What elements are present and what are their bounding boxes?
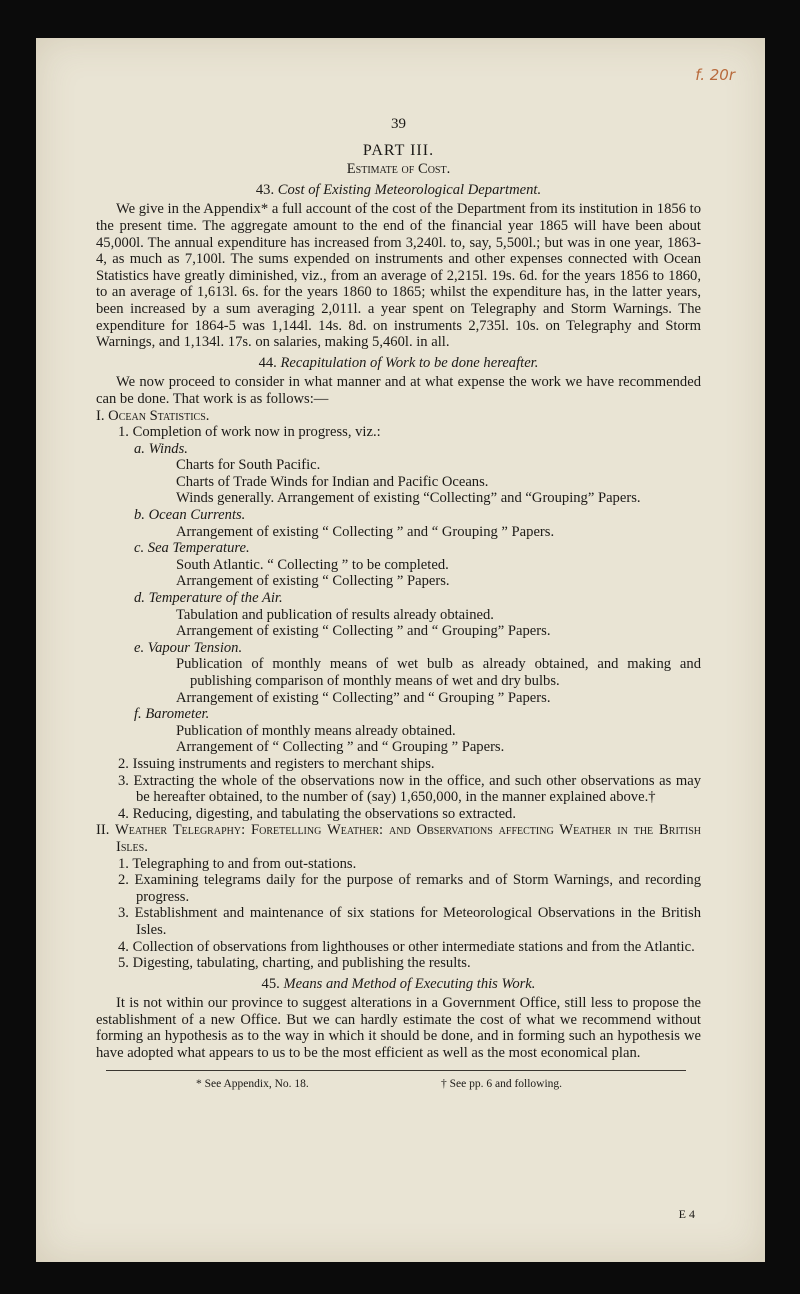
footnote-appendix: * See Appendix, No. 18. [196,1077,309,1090]
section-45-title: Means and Method of Executing this Work. [283,975,536,992]
weather-item-1: 1. Telegraphing to and from out-stations. [118,855,357,872]
weather-item-2: 2. Examining telegrams daily for the purpose of remarks and of Storm Warnings, and recording progress. [118,872,701,905]
section-43-heading [96,182,701,199]
subhead-barometer: f. Barometer. [134,706,210,723]
document-page [36,38,765,1262]
page-number: 39 [391,116,406,132]
winds-item-2: Charts of Trade Winds for Indian and Pacific Oceans. [176,473,489,490]
section-44-heading [96,355,701,372]
section-45-heading [96,976,701,993]
winds-item-1: Charts for South Pacific. [176,457,321,474]
list-item-1: 1. Completion of work now in progress, viz.: [118,424,381,441]
subhead-air-temperature: d. Temperature of the Air. [134,590,283,607]
air-temp-item-2: Arrangement of existing “ Collecting ” and “ Grouping” Papers. [176,623,551,640]
winds-item-3: Winds generally. Arrangement of existing “Collecting” and “Grouping” Papers. [176,490,641,507]
vapour-item-1: Publication of monthly means of wet bulb as already obtained, and making and publishing comparison of monthly means of wet and dry bulbs. [176,656,701,689]
currents-item-1: Arrangement of existing “ Collecting ” and “ Grouping ” Papers. [176,523,555,540]
weather-item-5: 5. Digesting, tabulating, charting, and publishing the results. [118,955,471,972]
list-item-2: 2. Issuing instruments and registers to merchant ships. [118,755,435,772]
margin-annotation: f. 20r [695,66,735,84]
weather-item-4: 4. Collection of observations from lighthouses or other intermediate stations and from the Atlantic. [118,938,695,955]
heading-weather-telegraphy: II. Weather Telegraphy: Foretelling Weather: and Observations affecting Weather in the British Isles. [96,822,701,855]
subhead-ocean-currents: b. Ocean Currents. [134,507,246,524]
section-44-title: Recapitulation of Work to be done hereafter. [280,354,539,371]
part-subtitle: Estimate of Cost. [346,161,451,178]
subhead-winds: a. Winds. [134,440,188,457]
barometer-item-2: Arrangement of “ Collecting ” and “ Grouping ” Papers. [176,739,505,756]
section-43-body: We give in the Appendix* a full account of the cost of the Department from its institution in 1856 to the present time. The aggregate amount to the end of the financial year 1865 will have been about 45,000l. The annual expenditure has increased from 3,240l. to, say, 5,500l.; but was in one year, 1863-4, as much as 7,100l. The sums expended on instruments and other expenses connected with Ocean Statistics have greatly diminished, viz., from an average of 2,215l. 19s. 6d. for the years 1856 to 1860, to an average of 1,613l. 6s. for the years 1860 to 1865; whilst the expenditure has, in the latter years, been increased by a sum averaging 2,011l. a year spent on Telegraphy and Storm Warnings. The expenditure for 1864-5 was 1,144l. 14s. 8d. on instruments 2,735l. 10s. on Telegraphy and Storm Warnings, and 1,134l. 17s. on salaries, making 5,460l. in all. [96,201,701,351]
list-item-3: 3. Extracting the whole of the observations now in the office, and such other observations as may be hereafter obtained, to the number of (say) 1,650,000, in the manner explained above.† [118,772,701,806]
sea-temp-item-1: South Atlantic. “ Collecting ” to be completed. [176,556,449,573]
footnote-rule [106,1070,686,1071]
sea-temp-item-2: Arrangement of existing “ Collecting ” Papers. [176,573,450,590]
section-43-number: 43. [255,181,275,198]
footnote-pages: † See pp. 6 and following. [441,1077,563,1090]
heading-ocean-statistics: I. Ocean Statistics. [96,407,210,424]
section-44-number: 44. [258,354,277,371]
footnotes [96,1076,701,1092]
weather-item-3: 3. Establishment and maintenance of six stations for Meteorological Observations in the British Isles. [118,905,701,938]
list-item-4: 4. Reducing, digesting, and tabulating the observations so extracted. [118,805,516,822]
section-43-title: Cost of Existing Meteorological Department. [277,181,542,198]
subhead-vapour-tension: e. Vapour Tension. [134,639,243,656]
section-45-number: 45. [261,975,280,992]
section-45-body: It is not within our province to suggest alterations in a Government Office, still less to propose the establishment of a new Office. But we can hardly estimate the cost of what we recommend without forming an hypothesis as to the way in which it should be done, and in forming such an hypothesis we have adopted what appears to us to be the most efficient as well as the most economical plan. [96,995,701,1062]
section-44-intro: We now proceed to consider in what manner and at what expense the work we have recommended can be done. That work is as follows:— [96,374,701,407]
vapour-item-2: Arrangement of existing “ Collecting” and “ Grouping ” Papers. [176,689,551,706]
barometer-item-1: Publication of monthly means already obtained. [176,722,456,739]
page-content [96,116,701,1092]
part-title: PART III. [362,141,435,159]
signature-mark: E 4 [678,1207,695,1221]
air-temp-item-1: Tabulation and publication of results already obtained. [176,606,494,623]
subhead-sea-temperature: c. Sea Temperature. [134,540,250,557]
